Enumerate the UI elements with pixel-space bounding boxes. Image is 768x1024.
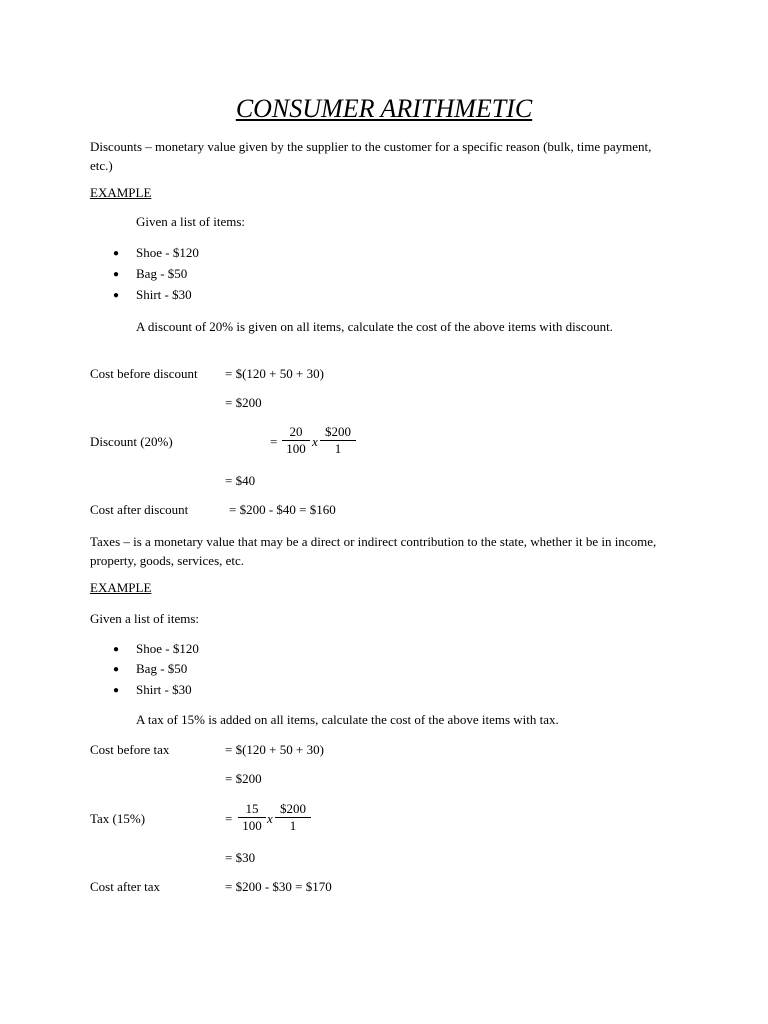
discounts-definition: Discounts – monetary value given by the supplier to the customer for a specific reason (bulk, time payment, etc.) bbox=[90, 139, 652, 173]
list-item: Bag - $50 bbox=[136, 266, 188, 281]
discount-result: = $40 bbox=[225, 473, 256, 488]
tax-result: = $30 bbox=[225, 850, 256, 865]
cost-before-discount-expr: = $(120 + 50 + 30) bbox=[225, 366, 324, 381]
discount-fraction-percent bbox=[282, 424, 310, 457]
discount-times: x bbox=[312, 434, 318, 449]
discount-label: Discount (20%) bbox=[90, 434, 173, 449]
list-item: Shirt - $30 bbox=[136, 287, 192, 302]
bullet-icon: ● bbox=[113, 664, 120, 675]
fraction-numerator: 20 bbox=[282, 424, 310, 441]
tax-fraction-percent bbox=[238, 801, 266, 834]
taxes-problem: A tax of 15% is added on all items, calculate the cost of the above items with tax. bbox=[136, 712, 559, 727]
fraction-denominator: 1 bbox=[289, 818, 297, 833]
fraction-denominator: 100 bbox=[242, 818, 262, 833]
taxes-example-heading: EXAMPLE bbox=[90, 580, 152, 595]
discounts-example-heading: EXAMPLE bbox=[90, 185, 152, 200]
bullet-icon: ● bbox=[113, 248, 120, 259]
cost-before-discount-total: = $200 bbox=[225, 395, 262, 410]
bullet-icon: ● bbox=[113, 685, 120, 696]
tax-times: x bbox=[267, 811, 273, 826]
cost-before-tax-label: Cost before tax bbox=[90, 742, 170, 757]
discount-fraction-amount bbox=[320, 424, 356, 457]
bullet-icon: ● bbox=[113, 269, 120, 280]
cost-before-discount-label: Cost before discount bbox=[90, 366, 198, 381]
cost-after-discount-label: Cost after discount bbox=[90, 502, 189, 517]
discounts-intro: Given a list of items: bbox=[136, 214, 246, 229]
list-item: Bag - $50 bbox=[136, 661, 188, 676]
fraction-denominator: 100 bbox=[286, 441, 306, 456]
taxes-intro: Given a list of items: bbox=[90, 611, 200, 626]
cost-after-tax-label: Cost after tax bbox=[90, 879, 161, 894]
taxes-definition: Taxes – is a monetary value that may be a direct or indirect contribution to the state, whether it be in income, property, goods, services, etc. bbox=[90, 534, 657, 568]
cost-after-tax-expr: = $200 - $30 = $170 bbox=[225, 879, 332, 894]
list-item: Shoe - $120 bbox=[136, 245, 199, 260]
cost-after-discount-expr: = $200 - $40 = $160 bbox=[229, 502, 336, 517]
list-item: Shoe - $120 bbox=[136, 641, 199, 656]
fraction-numerator: $200 bbox=[275, 801, 311, 818]
fraction-denominator: 1 bbox=[334, 441, 342, 456]
fraction-numerator: $200 bbox=[320, 424, 356, 441]
cost-before-tax-expr: = $(120 + 50 + 30) bbox=[225, 742, 324, 757]
tax-equals: = bbox=[225, 811, 233, 826]
fraction-numerator: 15 bbox=[238, 801, 266, 818]
cost-before-tax-total: = $200 bbox=[225, 771, 262, 786]
discount-equals: = bbox=[270, 434, 278, 449]
tax-label: Tax (15%) bbox=[90, 811, 146, 826]
tax-fraction-amount bbox=[275, 801, 311, 834]
discounts-problem: A discount of 20% is given on all items, calculate the cost of the above items with discount. bbox=[136, 319, 613, 334]
list-item: Shirt - $30 bbox=[136, 682, 192, 697]
page-title: CONSUMER ARITHMETIC bbox=[235, 94, 533, 123]
bullet-icon: ● bbox=[113, 644, 120, 655]
bullet-icon: ● bbox=[113, 290, 120, 301]
